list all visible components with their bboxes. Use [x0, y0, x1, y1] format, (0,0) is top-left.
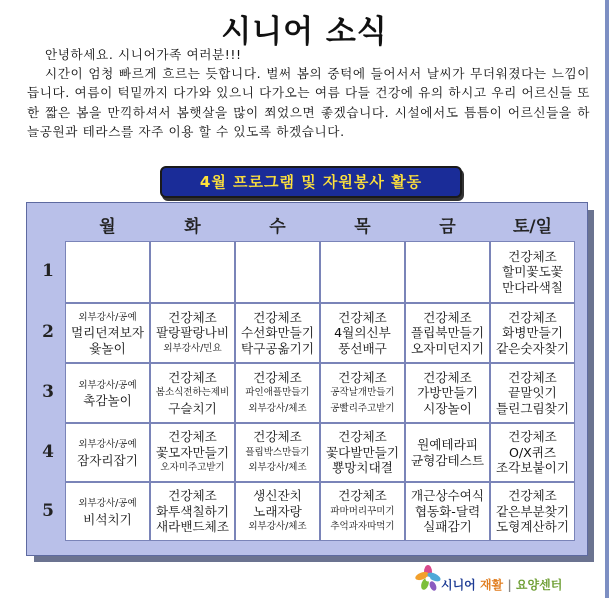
- activity-item: 파인애플만들기: [245, 387, 310, 399]
- center-name: [441, 576, 562, 593]
- activity-item: 건강체조: [508, 429, 557, 445]
- activity-item: 외부강사/공예: [78, 311, 137, 323]
- calendar-cell: [65, 423, 150, 482]
- activity-item: 건강체조: [253, 429, 302, 445]
- activity-item: 시장놀이: [423, 400, 472, 416]
- calendar-cell: [235, 482, 320, 541]
- week-number: 4: [42, 441, 54, 462]
- logo-separator: |: [507, 578, 512, 592]
- calendar-cell: [235, 423, 320, 482]
- calendar-cell: [320, 482, 405, 541]
- day-header: 화: [184, 217, 201, 237]
- newsletter-title: 시니어 소식: [221, 14, 388, 50]
- activity-item: 화병만들기: [502, 325, 563, 341]
- activity-item: 새라밴드체조: [156, 519, 229, 535]
- calendar-cell: [65, 303, 150, 363]
- activity-item: 건강체조: [508, 248, 557, 264]
- activity-item: 잠자리잡기: [77, 452, 138, 468]
- calendar-cell: [150, 241, 235, 303]
- activity-item: 만다라색칠: [502, 279, 563, 295]
- activity-item: 끝말잇기: [508, 385, 557, 401]
- activity-item: 틀린그림찾기: [496, 400, 569, 416]
- activity-item: 화투색칠하기: [156, 503, 229, 519]
- activity-item: 건강체조: [168, 429, 217, 445]
- activity-item: 협동화-달력: [414, 503, 481, 519]
- day-header: 금: [439, 217, 456, 237]
- activity-item: 구슬치기: [168, 400, 217, 416]
- program-banner: 4월 프로그램 및 자원봉사 활동: [160, 166, 462, 198]
- calendar-cell: [235, 303, 320, 363]
- activity-item: 외부강사/체조: [248, 402, 307, 414]
- activity-item: 비석치기: [83, 511, 132, 527]
- activity-item: 외부강사/민요: [163, 342, 222, 354]
- calendar-cell: [65, 482, 150, 541]
- activity-item: 뿅망치대결: [332, 460, 393, 476]
- activity-item: 건강체조: [423, 309, 472, 325]
- calendar-cell: [405, 363, 490, 423]
- calendar-cell: [320, 423, 405, 482]
- activity-item: 외부강사/공예: [78, 439, 137, 450]
- activity-item: 플립박스만들기: [245, 446, 310, 458]
- activity-item: 건강체조: [253, 309, 302, 325]
- activity-item: 원예테라피: [417, 437, 478, 452]
- activity-item: 조각보붙이기: [496, 460, 569, 476]
- activity-item: 건강체조: [338, 429, 387, 445]
- activity-item: 노래자랑: [253, 503, 302, 519]
- calendar-cell: [405, 303, 490, 363]
- calendar-cell: [490, 423, 575, 482]
- activity-item: 개근상수여식: [411, 488, 484, 504]
- activity-item: 봄소식전하는제비: [155, 387, 230, 399]
- calendar-cell: [150, 303, 235, 363]
- week-number: 3: [42, 382, 54, 402]
- activity-item: 건강체조: [338, 369, 387, 385]
- activity-item: 파마머리꾸미기: [330, 505, 395, 517]
- activity-item: 건강체조: [508, 488, 557, 504]
- calendar-cell: [320, 363, 405, 423]
- activity-item: 같은부분찾기: [496, 503, 569, 519]
- calendar-cell: [65, 363, 150, 423]
- flower-logo-icon: [414, 562, 444, 596]
- activity-item: 공빨리주고받기: [330, 402, 395, 414]
- logo-part1: 시니어: [441, 578, 476, 592]
- activity-item: 외부강사/공예: [78, 498, 137, 509]
- day-header: 토/일: [512, 217, 553, 237]
- activity-item: 4월의신부: [334, 325, 391, 341]
- day-header: 목: [354, 217, 371, 237]
- activity-item: 건강체조: [508, 309, 557, 325]
- page-right-border: [605, 0, 609, 598]
- activity-item: 공작날개만들기: [330, 387, 395, 399]
- activity-item: 실패감기: [423, 519, 472, 535]
- calendar-cell: [320, 303, 405, 363]
- activity-item: 촉감놀이: [83, 393, 132, 408]
- greeting-line: 안녕하세요. 시니어가족 여러분!!!: [45, 47, 242, 62]
- greeting-letter: [27, 45, 590, 141]
- activity-item: 건강체조: [338, 309, 387, 325]
- week-number: 2: [42, 322, 54, 342]
- activity-item: 멀리던져보자: [71, 325, 144, 341]
- activity-item: 풍선배구: [338, 340, 387, 356]
- activity-item: 건강체조: [253, 369, 302, 385]
- calendar-cell: [150, 363, 235, 423]
- activity-item: 건강체조: [338, 488, 387, 504]
- activity-item: 외부강사/공예: [78, 379, 137, 391]
- activity-item: 오자미던지기: [411, 340, 484, 356]
- activity-item: 플립북만들기: [411, 325, 484, 341]
- activity-item: 외부강사/체조: [248, 462, 307, 474]
- calendar-cell: [405, 482, 490, 541]
- activity-item: 꽃다발만들기: [326, 444, 399, 460]
- activity-item: 건강체조: [168, 369, 217, 385]
- letter-body: 시간이 엄청 빠르게 흐르는 듯합니다. 벌써 봄의 중턱에 들어서서 날씨가 무더워졌다는 느낌이 듭니다. 여름이 턱밑까지 다가와 있으니 다가오는 여름 다들 건강에 유의 하시고 우리 어르신들 또한 짧은 봄을 만끽하셔서 봄햇살을 많이 쬐었으면 좋겠습니다. 시설에서도 틈틈이 어르신들을 하늘공원과 테라스를 자주 이용 할 수 있도록 하겠습니다.: [27, 66, 590, 139]
- calendar-cell: [490, 241, 575, 303]
- activity-item: 가방만들기: [417, 385, 478, 401]
- activity-item: 할미꽃도꽃: [502, 264, 563, 280]
- day-header: 수: [269, 217, 286, 237]
- activity-item: 추억과자따먹기: [330, 521, 395, 533]
- activity-item: 윷놀이: [89, 340, 126, 356]
- activity-item: 균형감테스트: [411, 452, 484, 468]
- activity-item: 도형계산하기: [496, 519, 569, 535]
- calendar-cell: [235, 363, 320, 423]
- calendar-cell: [150, 423, 235, 482]
- calendar-cell: [405, 241, 490, 303]
- activity-item: 건강체조: [168, 309, 217, 325]
- activity-item: O/X퀴즈: [508, 444, 557, 460]
- calendar-cell: [235, 241, 320, 303]
- calendar-cell: [490, 482, 575, 541]
- calendar-cell: [65, 241, 150, 303]
- calendar-cell: [150, 482, 235, 541]
- calendar-cell: [490, 303, 575, 363]
- logo-part3: 요양센터: [515, 578, 563, 592]
- week-number: 1: [42, 261, 54, 281]
- day-header: 월: [99, 217, 116, 237]
- calendar-cell: [490, 363, 575, 423]
- activity-item: 외부강사/체조: [248, 521, 307, 533]
- calendar-cell: [320, 241, 405, 303]
- activity-item: 건강체조: [508, 369, 557, 385]
- activity-item: 오자미주고받기: [160, 462, 225, 474]
- activity-item: 수선화만들기: [241, 325, 314, 341]
- activity-item: 건강체조: [423, 369, 472, 385]
- activity-item: 건강체조: [168, 488, 217, 504]
- calendar-cell: [405, 423, 490, 482]
- activity-item: 팔랑팔랑나비: [156, 325, 229, 341]
- activity-item: 생신잔치: [253, 488, 302, 504]
- logo-part2: 재활: [479, 578, 504, 592]
- week-number: 5: [42, 500, 54, 521]
- activity-item: 탁구공옮기기: [241, 340, 314, 356]
- activity-item: 같은숫자찾기: [496, 340, 569, 356]
- activity-item: 꽃모자만들기: [156, 444, 229, 460]
